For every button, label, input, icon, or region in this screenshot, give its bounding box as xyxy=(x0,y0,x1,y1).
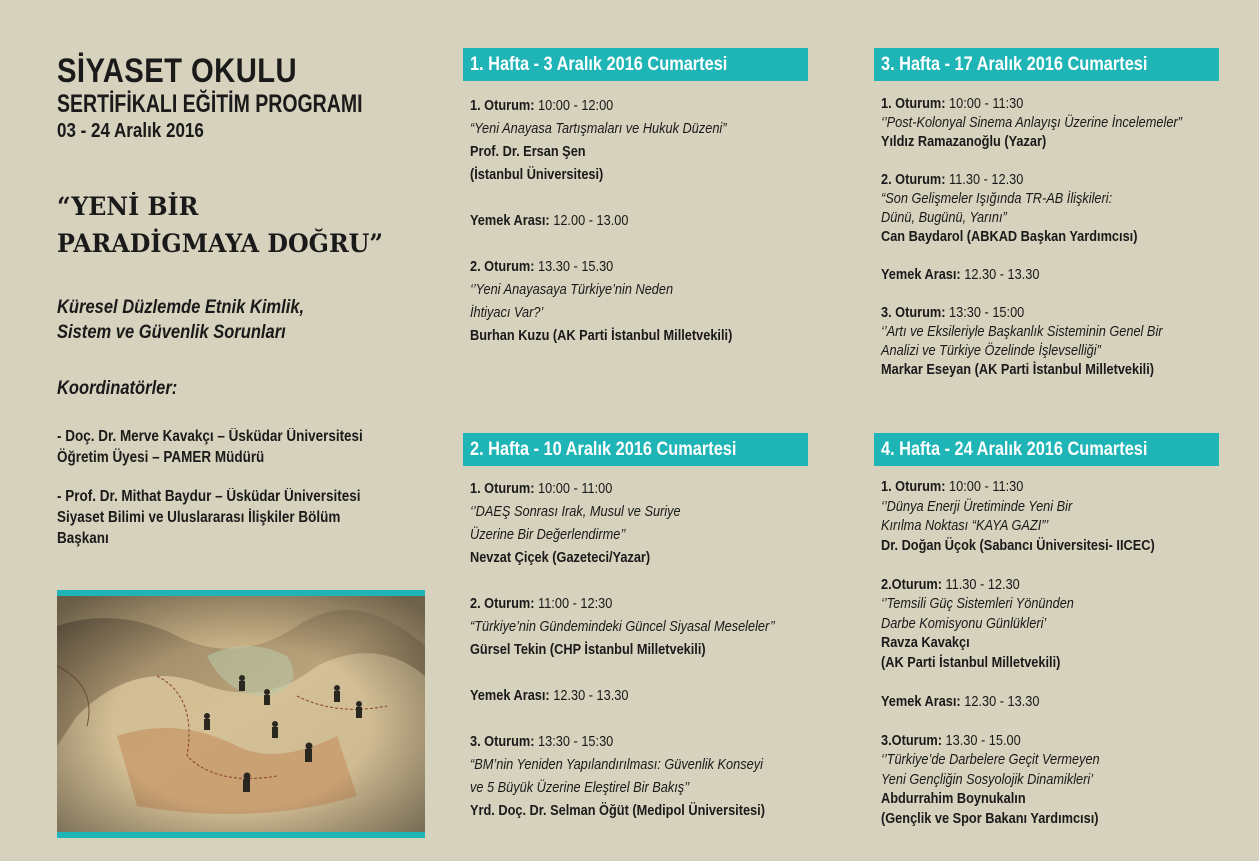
session-topic: ‘’DAEŞ Sonrası Irak, Musul ve Suriye xyxy=(470,504,681,520)
session-speaker-affiliation: (İstanbul Üniversitesi) xyxy=(470,167,604,183)
week-3 xyxy=(874,48,1219,380)
session-topic-cont: ve 5 Büyük Üzerine Eleştirel Bir Bakış’’ xyxy=(470,780,690,796)
session-speaker: Gürsel Tekin (CHP İstanbul Milletvekili) xyxy=(470,642,706,658)
session-speaker: Markar Eseyan (AK Parti İstanbul Milletvekili) xyxy=(881,362,1155,378)
session-topic: ‘’Yeni Anayasaya Türkiye’nin Neden xyxy=(470,282,674,298)
session-speaker: Yrd. Doç. Dr. Selman Öğüt (Medipol Üniversitesi) xyxy=(470,803,765,819)
session-speaker-affiliation: (AK Parti İstanbul Milletvekili) xyxy=(881,654,1061,671)
slogan-line-2: PARADİGMAYA DOĞRU” xyxy=(57,229,384,258)
session-topic-cont: Üzerine Bir Değerlendirme’’ xyxy=(470,527,626,543)
week-4-sessions: 1. Oturum: 10:00 - 11:30 ‘’Dünya Enerji Üretiminde Yeni Bir Kırılma Noktası “KAYA GAZI”’ Dr. Doğan Üçok (Sabancı Üniversitesi- IICEC) 2.Oturum: 11.30 - 12.30 ‘’Temsili Güç Sistemleri Yönünden Darbe Komisyonu Günlükleri’ Ravza Kavakçı (AK Parti İstanbul Milletvekili) Yemek Arası: 12.30 - 13.30 3.Oturum: 13.30 - 15.00 ‘’Türkiye’de Darbelere Geçit Vermeyen Yeni Gençliğin Sosyolojik Dinamikleri’ Abdurrahim Boynukalın (Gençlik ve Spor Bakanı Yardımcısı) xyxy=(874,478,1219,829)
session-topic: “Türkiye’nin Gündemindeki Güncel Siyasal Meseleler’’ xyxy=(470,619,775,635)
session-speaker: Nevzat Çiçek (Gazeteci/Yazar) xyxy=(470,550,651,566)
coordinator-2-line-1: - Prof. Dr. Mithat Baydur – Üsküdar Üniversitesi xyxy=(57,488,361,505)
week-2-sessions: 1. Oturum: 10:00 - 11:00 ‘’DAEŞ Sonrası Irak, Musul ve Suriye Üzerine Bir Değerlendirme’’ Nevzat Çiçek (Gazeteci/Yazar) 2. Oturum: 11:00 - 12:30 “Türkiye’nin Gündemindeki Güncel Siyasal Meseleler’’ Gürsel Tekin (CHP İstanbul Milletvekili) Yemek Arası: 12.30 - 13.30 3. Oturum: 13:30 - 15:30 “BM’nin Yeniden Yapılandırılması: Güvenlik Konseyi ve 5 Büyük Üzerine Eleştirel Bir Bakış’’ Yrd. Doç. Dr. Selman Öğüt (Medipol Üniversitesi) xyxy=(463,478,808,823)
week-2-header: 2. Hafta - 10 Aralık 2016 Cumartesi xyxy=(463,433,808,466)
coordinator-1-line-2: Öğretim Üyesi – PAMER Müdürü xyxy=(57,449,265,466)
coordinator-2-line-3: Başkanı xyxy=(57,530,109,547)
session-topic: “Son Gelişmeler Işığında TR-AB İlişkileri: xyxy=(881,191,1113,207)
slogan-line-1: “YENİ BİR xyxy=(57,192,199,221)
slogan xyxy=(57,188,399,262)
session-speaker: Abdurrahim Boynukalın xyxy=(881,791,1026,807)
session-speaker-affiliation: (Gençlik ve Spor Bakanı Yardımcısı) xyxy=(881,810,1099,827)
week-1-sessions: 1. Oturum: 10:00 - 12:00 “Yeni Anayasa Tartışmaları ve Hukuk Düzeni” Prof. Dr. Ersan Şen (İstanbul Üniversitesi) Yemek Arası: 12.00 - 13.00 2. Oturum: 13.30 - 15.30 ‘’Yeni Anayasaya Türkiye’nin Neden İhtiyacı Var?’ Burhan Kuzu (AK Parti İstanbul Milletvekili) xyxy=(463,95,808,348)
coordinator-2 xyxy=(57,486,370,549)
week-4-header: 4. Hafta - 24 Aralık 2016 Cumartesi xyxy=(874,433,1219,466)
session-speaker: Dr. Doğan Üçok (Sabancı Üniversitesi- IICEC) xyxy=(881,537,1155,554)
session-topic-cont: Dünü, Bugünü, Yarını” xyxy=(881,210,1007,226)
session-speaker: Yıldız Ramazanoğlu (Yazar) xyxy=(881,134,1047,150)
theme-line-2: Sistem ve Güvenlik Sorunları xyxy=(57,322,286,343)
session-topic-cont: Kırılma Noktası “KAYA GAZI”’ xyxy=(881,518,1049,534)
program-title: SİYASET OKULU xyxy=(57,52,298,90)
coordinators-title: Koordinatörler: xyxy=(57,378,178,399)
program-dates: 03 - 24 Aralık 2016 xyxy=(57,120,204,142)
session-topic: “Yeni Anayasa Tartışmaları ve Hukuk Düzeni” xyxy=(470,121,727,137)
session-topic: ‘’Post-Kolonyal Sinema Anlayışı Üzerine İncelemeler” xyxy=(881,115,1182,131)
map-illustration xyxy=(57,596,425,832)
map-soldiers-image xyxy=(57,590,425,838)
week-1 xyxy=(463,48,808,348)
session-topic: ‘’Dünya Enerji Üretiminde Yeni Bir xyxy=(881,498,1073,515)
theme-line-1: Küresel Düzlemde Etnik Kimlik, xyxy=(57,297,305,318)
session-topic: ‘’Artı ve Eksileriyle Başkanlık Sisteminin Genel Bir xyxy=(881,324,1163,340)
week-1-header: 1. Hafta - 3 Aralık 2016 Cumartesi xyxy=(463,48,808,81)
session-topic-cont: Yeni Gençliğin Sosyolojik Dinamikleri’ xyxy=(881,771,1094,788)
coordinator-1-line-1: - Doç. Dr. Merve Kavakçı – Üsküdar Üniversitesi xyxy=(57,428,363,445)
session-topic: ‘’Temsili Güç Sistemleri Yönünden xyxy=(881,596,1074,612)
week-4 xyxy=(874,433,1219,829)
coordinator-1 xyxy=(57,426,370,468)
session-speaker: Burhan Kuzu (AK Parti İstanbul Milletvekili) xyxy=(470,328,733,344)
session-topic-cont: Darbe Komisyonu Günlükleri’ xyxy=(881,615,1047,632)
program-subtitle: SERTİFİKALI EĞİTİM PROGRAMI xyxy=(57,90,363,118)
session-speaker: Can Baydarol (ABKAD Başkan Yardımcısı) xyxy=(881,229,1138,245)
session-topic-cont: Analizi ve Türkiye Özelinde İşlevselliği” xyxy=(881,343,1101,359)
week-2 xyxy=(463,433,808,823)
program-intro xyxy=(57,52,417,549)
week-3-sessions: 1. Oturum: 10:00 - 11:30 ‘’Post-Kolonyal Sinema Anlayışı Üzerine İncelemeler” Yıldız Ramazanoğlu (Yazar) 2. Oturum: 11.30 - 12.30 “Son Gelişmeler Işığında TR-AB İlişkileri: Dünü, Bugünü, Yarını” Can Baydarol (ABKAD Başkan Yardımcısı) Yemek Arası: 12.30 - 13.30 3. Oturum: 13:30 - 15:00 ‘’Artı ve Eksileriyle Başkanlık Sisteminin Genel Bir Analizi ve Türkiye Özelinde İşlevselliği” Markar Eseyan (AK Parti İstanbul Milletvekili) xyxy=(881,96,1182,378)
session-speaker: Ravza Kavakçı xyxy=(881,635,970,651)
session-topic: “BM’nin Yeniden Yapılandırılması: Güvenlik Konseyi xyxy=(470,757,763,773)
theme xyxy=(57,295,370,345)
session-topic-cont: İhtiyacı Var?’ xyxy=(470,305,544,321)
session-topic: ‘’Türkiye’de Darbelere Geçit Vermeyen xyxy=(881,752,1100,768)
week-3-header: 3. Hafta - 17 Aralık 2016 Cumartesi xyxy=(874,48,1219,81)
coordinator-2-line-2: Siyaset Bilimi ve Uluslararası İlişkiler Bölüm xyxy=(57,509,341,526)
session-speaker: Prof. Dr. Ersan Şen xyxy=(470,144,586,160)
